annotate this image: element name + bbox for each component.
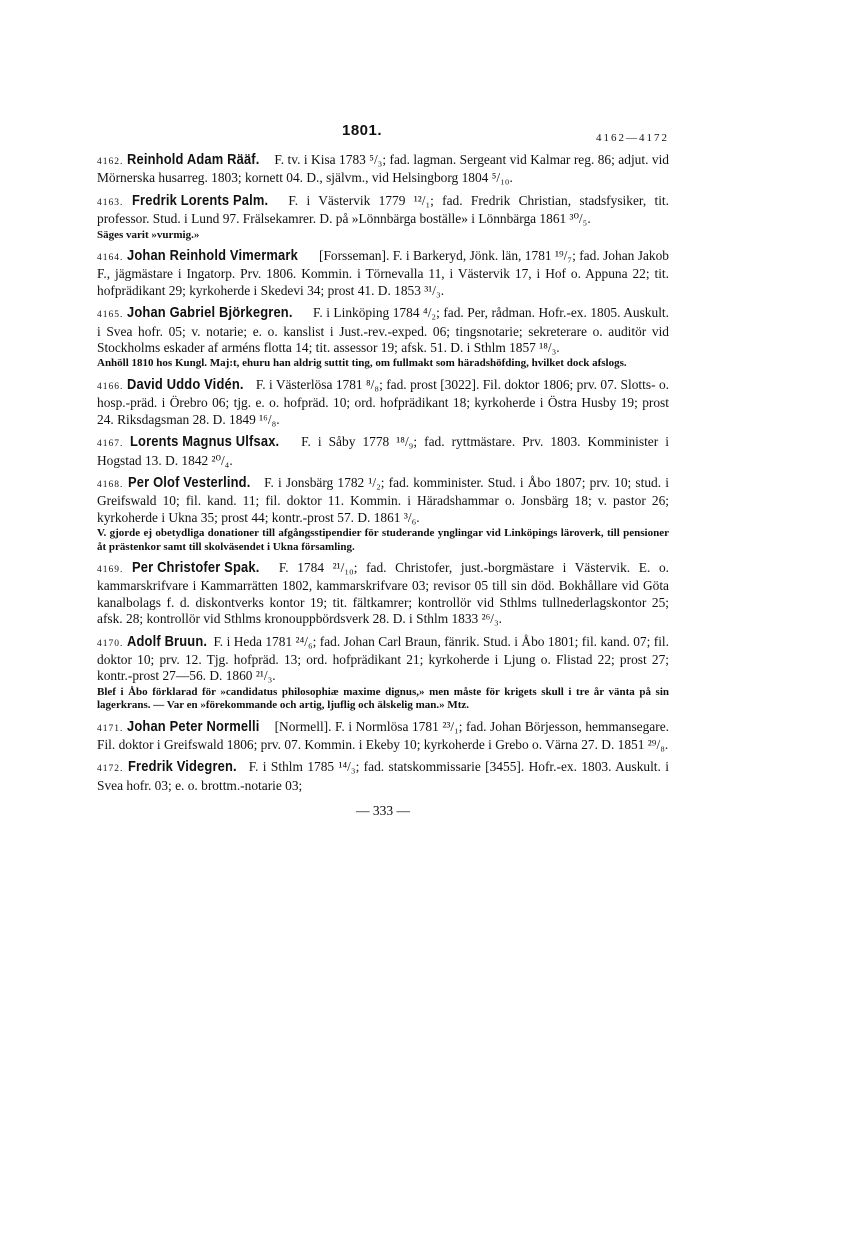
entry-text: F. i Såby 1778 ¹⁸/₉; fad. ryttmästare. Prv. 1803. Komminister i Hogstad 13. D. 1842 ²⁰/₄.: [97, 434, 669, 468]
entry-note: Anhöll 1810 hos Kungl. Maj:t, ehuru han aldrig suttit ting, om fullmakt som häradshöfding, hvilket dock afslogs.: [97, 357, 627, 370]
entry-text: F. i Heda 1781 ²⁴/₆; fad. Johan Carl Braun, fänrik. Stud. i Åbo 1801; fil. kand. 07; fil. doktor 10; prv. 12. Tjg. hofpräd. 13; ord. hofprädikant 21; kyrkoherde i Ljung o. Flistad 22; prost 27; kontr.-prost 27—56. D. 1860 ²¹/₃.: [97, 633, 669, 684]
entry-4165: [97, 305, 669, 371]
entry-text: [Normell]. F. i Normlösa 1781 ²³/₁; fad. Johan Börjesson, hemmansegare. Fil. doktor i Greifswald 1806; prv. 07. Kommin. i Ekeby 10; kyrkoherde i Grebo o. Värna 27. D. 1851 ²⁹/₈.: [97, 718, 669, 752]
entry-4168: [97, 475, 669, 554]
person-name: Adolf Bruun.: [126, 632, 207, 650]
entry-number: 4170.: [97, 638, 124, 649]
entry-4164: [97, 248, 669, 299]
entry-range: 4162—4172: [596, 132, 669, 144]
entry-4166: [97, 377, 669, 428]
person-name: Fredrik Videgren.: [127, 758, 237, 776]
person-name: Johan Peter Normelli: [126, 717, 260, 735]
person-name: Per Christofer Spak.: [132, 558, 260, 576]
person-name: Per Olof Vesterlind.: [127, 473, 251, 491]
entry-text: F. i Västervik 1779 ¹²/₁; fad. Fredrik Christian, stadsfysiker, tit. professor. Stud. i Lund 97. Frälsekamrer. D. på »Lönnbärga boställe» i Lönnbärga 1861 ³⁰/₅.: [97, 192, 669, 227]
page-number: — 333 —: [356, 803, 410, 819]
entry-4167: [97, 434, 669, 469]
document-page: [97, 120, 669, 819]
entry-4170: [97, 634, 669, 713]
person-name: Reinhold Adam Rääf.: [126, 151, 260, 168]
entry-number: 4162.: [97, 157, 124, 167]
entry-note: Blef i Åbo förklarad för »candidatus philosophiæ maxime dignus,» men måste för krigets skull i tre år vänta på sin lagerkrans. — Var en »förekommande och artig, ljuflig och älskelig man.» Mtz.: [97, 685, 669, 712]
person-name: Johan Gabriel Björkegren.: [126, 304, 293, 322]
entry-4169: [97, 560, 669, 628]
person-name: Johan Reinhold Vimermark: [126, 247, 298, 265]
entry-number: 4166.: [97, 381, 124, 392]
page-header: [97, 120, 669, 146]
person-name: David Uddo Vidén.: [126, 375, 244, 393]
entry-4162: [97, 152, 669, 187]
entry-4171: [97, 719, 669, 754]
entry-text: F. i Sthlm 1785 ¹⁴/₃; fad. statskommissarie [3455]. Hofr.-ex. 1803. Auskult. i Svea hofr. 03; e. o. brottm.-notarie 03;: [97, 759, 669, 793]
entry-text: F. 1784 ²¹/₁₀; fad. Christofer, just.-borgmästare i Västervik. E. o. kammarskrifvare i Kammarrätten 1802, kammarskrifvare 03; revisor 05 till sin död. Bokhållare vid Göta kanalbolags f. d. diskontverks kontor 19; tit. fältkamrer; kontrollör vid Sthlms tullnederlagskontor 25; afsk. 28; kontrollör vid Sthlms kronouppbördsverk 28. D. i Sthlm 1833 ²⁶/₃.: [97, 559, 669, 627]
entry-note: Säges varit »vurmig.»: [97, 228, 200, 241]
person-name: Fredrik Lorents Palm.: [131, 191, 268, 209]
entry-number: 4163.: [97, 197, 124, 208]
entry-number: 4167.: [97, 439, 124, 450]
entry-number: 4168.: [97, 479, 124, 490]
entry-number: 4171.: [97, 723, 124, 734]
entry-text: F. i Jonsbärg 1782 ¹/₂; fad. komminister. Stud. i Åbo 1807; prv. 10; stud. i Greifswald 10; fil. kand. 11; fil. doktor 11. Kommin. i Häradshammar o. Jonsbärg 18; v. pastor 26; kyrkoherde i Ukna 35; prost 44; kontr.-prost 57. D. 1861 ³/₆.: [97, 474, 669, 525]
entry-4163: [97, 193, 669, 242]
entry-text: [Forsseman]. F. i Barkeryd, Jönk. län, 1781 ¹⁹/₇; fad. Johan Jakob F., jägmästare i Ingatorp. Prv. 1806. Kommin. i Törnevalla 11, i Västervik 17, i Hof o. Appuna 22; tit. hofprädikant 29; kyrkoherde i Skedevi 34; prost 41. D. 1853 ³¹/₃.: [97, 248, 669, 298]
entry-number: 4172.: [97, 764, 124, 775]
entry-text: F. i Västerlösa 1781 ⁸/₈; fad. prost [3022]. Fil. doktor 1806; prv. 07. Slotts- o. hosp.-präd. i Örebro 06; tjg. e. o. hofpräd. 10; ord. hofprädikant 18; kyrkoherde i Östra Husby 19; prost 24. Riksdagsman 28. D. 1849 ¹⁶/₈.: [97, 376, 669, 427]
entry-number: 4169.: [97, 564, 124, 575]
entry-4172: [97, 759, 669, 794]
page-year: 1801.: [342, 122, 383, 139]
entry-text: F. i Linköping 1784 ⁴/₂; fad. Per, rådman. Hofr.-ex. 1805. Auskult. i Svea hofr. 05; v. notarie; e. o. kanslist i Just.-rev.-exped. 06; tingsnotarie; sekreterare o. auditör vid Stockholms eskader af arméns flotta 14; tit. assessor 19; afsk. 51. D. i Sthlm 1857 ¹⁸/₃.: [97, 305, 669, 356]
entry-number: 4165.: [97, 310, 124, 321]
entry-number: 4164.: [97, 253, 124, 264]
entry-text: F. tv. i Kisa 1783 ⁵/₃; fad. lagman. Sergeant vid Kalmar reg. 86; adjut. vid Mörnerska husarreg. 1803; kornett 04. D., självm., vid Helsingborg 1804 ⁵/₁₀.: [97, 152, 669, 186]
entry-note: V. gjorde ej obetydliga donationer till afgångsstipendier för studerande ynglingar vid Linköpings läroverk, till pensioner åt prästenkor samt till skolväsendet i Ukna församling.: [97, 527, 669, 553]
person-name: Lorents Magnus Ulfsax.: [130, 433, 280, 451]
